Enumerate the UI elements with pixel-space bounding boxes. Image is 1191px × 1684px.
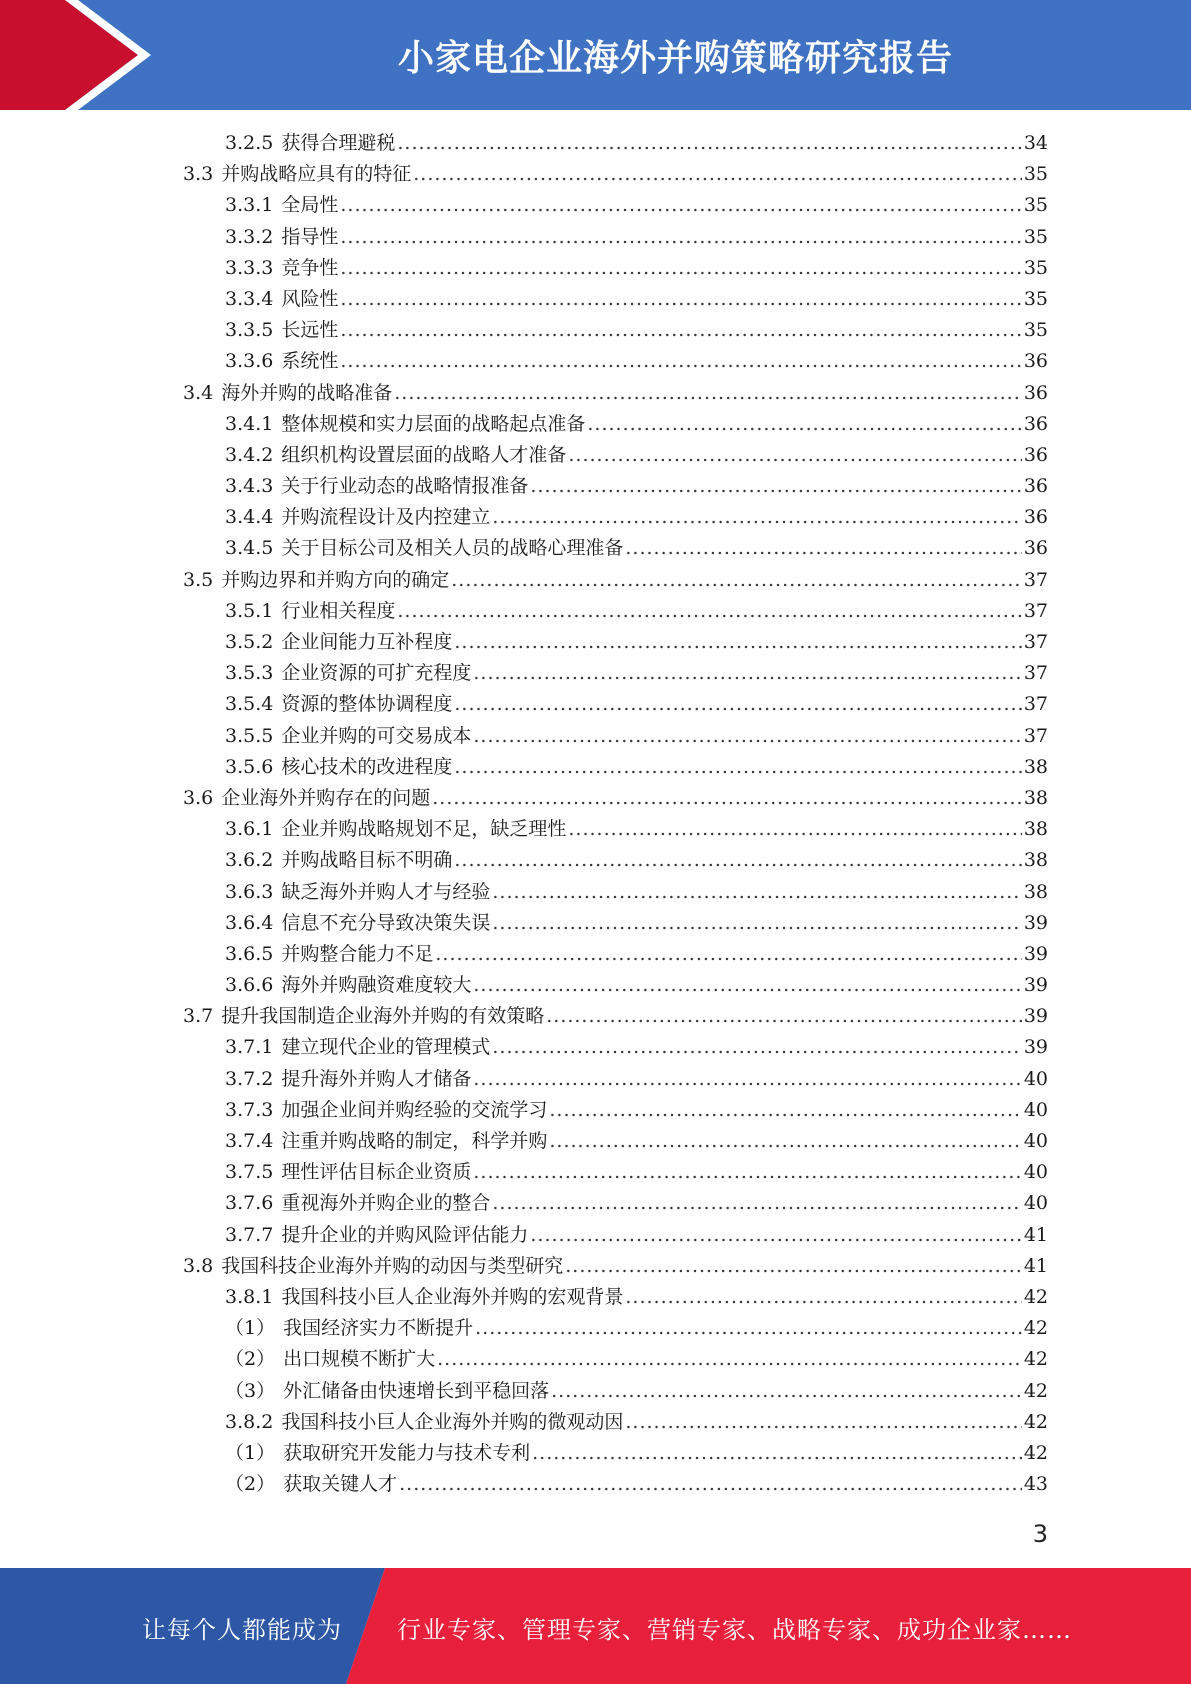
toc-entry-page: 36 xyxy=(1023,350,1048,373)
toc-entry-title: 获取研究开发能力与技术专利 xyxy=(283,1441,531,1464)
toc-dot-leader xyxy=(530,471,1021,502)
toc-dot-leader xyxy=(437,1344,1022,1375)
toc-entry-page: 37 xyxy=(1023,724,1048,747)
toc-entry-title: 关于行业动态的战略情报准备 xyxy=(281,475,529,498)
toc-entry-page: 38 xyxy=(1023,880,1048,903)
toc-entry-page: 42 xyxy=(1023,1317,1048,1340)
toc-entry[interactable] xyxy=(183,159,1048,190)
toc-entry-title: 风险性 xyxy=(281,287,339,310)
toc-entry[interactable] xyxy=(183,1376,1048,1407)
toc-entry[interactable] xyxy=(183,814,1048,845)
toc-entry-title: 海外并购的战略准备 xyxy=(221,381,393,404)
toc-entry-title: 外汇储备由快速增长到平稳回落 xyxy=(283,1379,550,1402)
toc-entry[interactable] xyxy=(183,752,1048,783)
document-title: 小家电企业海外并购策略研究报告 xyxy=(397,38,953,79)
toc-entry-title: 加强企业间并购经验的交流学习 xyxy=(281,1098,548,1121)
toc-dot-leader xyxy=(432,783,1022,814)
toc-entry-title: 提升我国制造企业海外并购的有效策略 xyxy=(221,1005,545,1028)
toc-entry-page: 37 xyxy=(1023,693,1048,716)
toc-entry-page: 36 xyxy=(1023,443,1048,466)
toc-entry-number: 3.7.4 xyxy=(225,1130,274,1152)
toc-dot-leader xyxy=(340,346,1021,377)
toc-dot-leader xyxy=(454,845,1021,876)
toc-dot-leader xyxy=(492,877,1021,908)
toc-entry-title: 我国科技小巨人企业海外并购的微观动因 xyxy=(281,1410,624,1433)
toc-entry-title: 出口规模不断扩大 xyxy=(283,1348,436,1371)
toc-dot-leader xyxy=(454,627,1021,658)
toc-entry-number: 3.7.5 xyxy=(225,1161,274,1184)
toc-entry-page: 36 xyxy=(1023,506,1048,529)
toc-entry-page: 39 xyxy=(1023,911,1048,934)
toc-dot-leader xyxy=(473,970,1021,1001)
toc-dot-leader xyxy=(473,1064,1021,1095)
toc-entry-number: 3.8 xyxy=(183,1254,214,1277)
toc-dot-leader xyxy=(451,565,1022,596)
toc-entry-title: 并购流程设计及内控建立 xyxy=(281,506,491,529)
toc-dot-leader xyxy=(492,908,1021,939)
toc-entry-number: 3.5 xyxy=(183,568,214,591)
toc-dot-leader xyxy=(413,159,1022,190)
toc-entry-page: 40 xyxy=(1023,1192,1048,1215)
footer-slogan-left: 让每个人都能成为 xyxy=(142,1616,342,1644)
toc-entry[interactable] xyxy=(183,409,1048,440)
toc-entry[interactable] xyxy=(183,440,1048,471)
toc-dot-leader xyxy=(625,533,1021,564)
toc-entry-title: 理性评估目标企业资质 xyxy=(281,1161,472,1184)
toc-entry-page: 40 xyxy=(1023,1067,1048,1090)
toc-entry-title: 系统性 xyxy=(281,350,339,373)
toc-entry-title: 提升企业的并购风险评估能力 xyxy=(281,1223,529,1246)
toc-entry[interactable] xyxy=(183,565,1048,596)
toc-entry-title: 长远性 xyxy=(281,319,339,342)
toc-entry-title: 企业资源的可扩充程度 xyxy=(281,662,472,685)
toc-entry-number: 3.7.7 xyxy=(225,1223,274,1246)
toc-dot-leader xyxy=(565,1251,1022,1282)
toc-entry-page: 36 xyxy=(1023,381,1048,404)
toc-entry-page: 38 xyxy=(1023,786,1048,809)
toc-entry-title: 指导性 xyxy=(281,225,339,248)
toc-entry[interactable] xyxy=(183,128,1048,159)
toc-entry-page: 35 xyxy=(1023,319,1048,342)
toc-entry-number: （1） xyxy=(225,1317,276,1340)
toc-entry-page: 39 xyxy=(1023,942,1048,965)
toc-entry-page: 39 xyxy=(1023,974,1048,997)
toc-entry[interactable] xyxy=(183,1251,1048,1282)
toc-dot-leader xyxy=(625,1407,1021,1438)
toc-entry-page: 42 xyxy=(1023,1410,1048,1433)
toc-entry-number: 3.2.5 xyxy=(225,132,274,154)
toc-entry-page: 41 xyxy=(1023,1223,1048,1246)
toc-dot-leader xyxy=(340,222,1021,253)
toc-dot-leader xyxy=(492,1032,1021,1063)
toc-dot-leader xyxy=(454,689,1021,720)
footer-slogan-right: 行业专家、管理专家、营销专家、战略专家、成功企业家…… xyxy=(397,1616,1072,1644)
toc-entry-number: 3.3 xyxy=(183,163,214,186)
toc-entry-page: 38 xyxy=(1023,818,1048,841)
toc-entry-number: 3.6.6 xyxy=(225,974,274,997)
toc-entry-title: 重视海外并购企业的整合 xyxy=(281,1192,491,1215)
toc-entry-number: （2） xyxy=(225,1348,276,1371)
page-footer xyxy=(0,1568,1191,1684)
toc-entry-number: 3.7 xyxy=(183,1005,214,1028)
toc-entry-page: 35 xyxy=(1023,194,1048,217)
toc-entry-number: 3.4.3 xyxy=(225,475,274,498)
toc-entry-page: 39 xyxy=(1023,1005,1048,1028)
toc-entry-page: 37 xyxy=(1023,662,1048,685)
toc-entry-number: 3.7.3 xyxy=(225,1098,274,1121)
toc-entry[interactable] xyxy=(183,1095,1048,1126)
toc-entry[interactable] xyxy=(183,721,1048,752)
toc-entry-number: 3.5.2 xyxy=(225,631,274,653)
toc-entry-number: 3.6.1 xyxy=(225,818,274,841)
table-of-contents xyxy=(183,128,1048,1500)
toc-entry-number: 3.3.5 xyxy=(225,319,274,342)
page-number: 3 xyxy=(1032,1520,1048,1548)
toc-entry-page: 37 xyxy=(1023,568,1048,591)
toc-entry-number: 3.4.5 xyxy=(225,537,274,560)
toc-dot-leader xyxy=(549,1126,1021,1157)
toc-entry-page: 36 xyxy=(1023,475,1048,498)
toc-entry[interactable] xyxy=(183,783,1048,814)
toc-entry-page: 42 xyxy=(1023,1285,1048,1308)
toc-entry[interactable] xyxy=(183,284,1048,315)
toc-entry-number: 3.8.2 xyxy=(225,1410,274,1433)
toc-entry-number: 3.4.1 xyxy=(225,412,274,435)
toc-entry-number: 3.5.6 xyxy=(225,755,274,778)
toc-entry-number: （3） xyxy=(225,1379,276,1402)
toc-entry-number: 3.6.3 xyxy=(225,880,274,903)
toc-entry-title: 获得合理避税 xyxy=(281,132,396,154)
toc-entry-title: 并购战略目标不明确 xyxy=(281,849,453,872)
toc-entry-title: 全局性 xyxy=(281,194,339,217)
toc-entry-number: 3.3.2 xyxy=(225,225,274,248)
toc-entry[interactable] xyxy=(183,533,1048,564)
toc-dot-leader xyxy=(532,1438,1022,1469)
toc-entry[interactable] xyxy=(183,1407,1048,1438)
toc-entry-number: 3.3.6 xyxy=(225,350,274,373)
toc-dot-leader xyxy=(435,939,1021,970)
toc-entry[interactable] xyxy=(183,1313,1048,1344)
toc-entry-number: 3.7.6 xyxy=(225,1192,274,1215)
toc-entry-number: 3.6.5 xyxy=(225,942,274,965)
toc-entry[interactable] xyxy=(183,627,1048,658)
toc-entry[interactable] xyxy=(183,689,1048,720)
toc-entry-title: 海外并购融资难度较大 xyxy=(281,974,472,997)
toc-entry[interactable] xyxy=(183,970,1048,1001)
toc-entry-title: 竞争性 xyxy=(281,256,339,279)
toc-entry-page: 35 xyxy=(1023,163,1048,186)
toc-entry-page: 35 xyxy=(1023,225,1048,248)
toc-dot-leader xyxy=(454,752,1021,783)
toc-entry[interactable] xyxy=(183,315,1048,346)
toc-entry[interactable] xyxy=(183,1032,1048,1063)
toc-dot-leader xyxy=(551,1376,1022,1407)
toc-dot-leader xyxy=(625,1282,1021,1313)
toc-entry-page: 35 xyxy=(1023,256,1048,279)
toc-entry[interactable] xyxy=(183,378,1048,409)
toc-entry-title: 我国经济实力不断提升 xyxy=(283,1317,474,1340)
toc-dot-leader xyxy=(492,502,1021,533)
toc-entry-title: 企业海外并购存在的问题 xyxy=(221,786,431,809)
toc-entry[interactable] xyxy=(183,1001,1048,1032)
toc-dot-leader xyxy=(530,1220,1021,1251)
toc-entry-title: 我国科技小巨人企业海外并购的宏观背景 xyxy=(281,1285,624,1308)
toc-dot-leader xyxy=(549,1095,1021,1126)
toc-dot-leader xyxy=(546,1001,1022,1032)
toc-entry-number: 3.4.2 xyxy=(225,443,274,466)
toc-entry-number: 3.3.3 xyxy=(225,256,274,279)
toc-entry[interactable] xyxy=(183,1157,1048,1188)
toc-entry-number: 3.3.4 xyxy=(225,287,274,310)
toc-entry-title: 资源的整体协调程度 xyxy=(281,693,453,716)
toc-entry-page: 39 xyxy=(1023,1036,1048,1059)
toc-entry-title: 提升海外并购人才储备 xyxy=(281,1067,472,1090)
toc-entry-page: 37 xyxy=(1023,599,1048,622)
toc-entry-title: 我国科技企业海外并购的动因与类型研究 xyxy=(221,1254,564,1277)
toc-dot-leader xyxy=(473,721,1021,752)
toc-entry[interactable] xyxy=(183,658,1048,689)
page-header xyxy=(0,0,1191,110)
toc-dot-leader xyxy=(340,253,1021,284)
toc-entry-title: 注重并购战略的制定，科学并购 xyxy=(281,1130,548,1152)
toc-entry[interactable] xyxy=(183,502,1048,533)
toc-entry-title: 行业相关程度 xyxy=(281,599,396,622)
toc-dot-leader xyxy=(340,315,1021,346)
toc-entry[interactable] xyxy=(183,845,1048,876)
toc-entry[interactable] xyxy=(183,1438,1048,1469)
toc-entry-number: （2） xyxy=(225,1473,276,1496)
toc-entry-number: 3.6 xyxy=(183,786,214,809)
toc-entry-page: 43 xyxy=(1023,1473,1048,1496)
toc-dot-leader xyxy=(568,440,1021,471)
toc-entry-number: 3.5.5 xyxy=(225,724,274,747)
toc-entry-page: 42 xyxy=(1023,1441,1048,1464)
toc-entry-number: 3.6.4 xyxy=(225,911,274,934)
toc-entry-number: 3.8.1 xyxy=(225,1285,274,1308)
toc-entry[interactable] xyxy=(183,1469,1048,1500)
toc-dot-leader xyxy=(473,1157,1021,1188)
toc-entry[interactable] xyxy=(183,1064,1048,1095)
toc-dot-leader xyxy=(394,378,1022,409)
toc-dot-leader xyxy=(492,1188,1021,1219)
toc-entry-number: 3.3.1 xyxy=(225,194,274,217)
toc-entry[interactable] xyxy=(183,596,1048,627)
toc-entry-title: 整体规模和实力层面的战略起点准备 xyxy=(281,412,586,435)
toc-entry[interactable] xyxy=(183,1188,1048,1219)
toc-entry-title: 缺乏海外并购人才与经验 xyxy=(281,880,491,903)
toc-entry-title: 并购整合能力不足 xyxy=(281,942,434,965)
toc-entry[interactable] xyxy=(183,346,1048,377)
toc-entry-number: 3.4.4 xyxy=(225,506,274,529)
toc-entry-page: 42 xyxy=(1023,1348,1048,1371)
toc-dot-leader xyxy=(340,190,1021,221)
toc-dot-leader xyxy=(473,658,1021,689)
toc-entry-page: 40 xyxy=(1023,1098,1048,1121)
toc-entry-title: 信息不充分导致决策失误 xyxy=(281,911,491,934)
toc-entry-title: 并购边界和并购方向的确定 xyxy=(221,568,450,591)
toc-entry-number: 3.6.2 xyxy=(225,849,274,872)
toc-entry-page: 34 xyxy=(1023,132,1048,154)
toc-entry-number: 3.7.1 xyxy=(225,1036,274,1059)
toc-entry[interactable] xyxy=(183,471,1048,502)
toc-entry-title: 企业并购的可交易成本 xyxy=(281,724,472,747)
toc-entry-title: 并购战略应具有的特征 xyxy=(221,163,412,186)
toc-entry-page: 36 xyxy=(1023,537,1048,560)
toc-entry-page: 41 xyxy=(1023,1254,1048,1277)
toc-entry-page: 37 xyxy=(1023,631,1048,653)
toc-entry-page: 36 xyxy=(1023,412,1048,435)
toc-dot-leader xyxy=(397,596,1021,627)
toc-entry-page: 40 xyxy=(1023,1161,1048,1184)
toc-entry-number: 3.5.1 xyxy=(225,599,274,622)
toc-entry-page: 38 xyxy=(1023,849,1048,872)
toc-dot-leader xyxy=(475,1313,1022,1344)
toc-dot-leader xyxy=(587,409,1021,440)
toc-entry[interactable] xyxy=(183,1282,1048,1313)
toc-entry[interactable] xyxy=(183,222,1048,253)
toc-dot-leader xyxy=(340,284,1021,315)
toc-entry[interactable] xyxy=(183,190,1048,221)
toc-entry[interactable] xyxy=(183,1126,1048,1157)
toc-entry-title: 核心技术的改进程度 xyxy=(281,755,453,778)
toc-entry-title: 关于目标公司及相关人员的战略心理准备 xyxy=(281,537,624,560)
toc-entry[interactable] xyxy=(183,939,1048,970)
toc-dot-leader xyxy=(399,1469,1022,1500)
toc-entry-page: 38 xyxy=(1023,755,1048,778)
toc-entry-number: 3.7.2 xyxy=(225,1067,274,1090)
toc-entry-title: 获取关键人才 xyxy=(283,1473,398,1496)
toc-entry[interactable] xyxy=(183,877,1048,908)
toc-entry[interactable] xyxy=(183,908,1048,939)
toc-entry-title: 企业间能力互补程度 xyxy=(281,631,453,653)
toc-entry-title: 建立现代企业的管理模式 xyxy=(281,1036,491,1059)
toc-entry-page: 35 xyxy=(1023,287,1048,310)
toc-entry-number: 3.5.3 xyxy=(225,662,274,685)
toc-entry[interactable] xyxy=(183,1344,1048,1375)
header-chevron-decoration xyxy=(0,0,160,110)
toc-dot-leader xyxy=(568,814,1021,845)
toc-entry-page: 42 xyxy=(1023,1379,1048,1402)
toc-entry[interactable] xyxy=(183,253,1048,284)
toc-entry-title: 企业并购战略规划不足，缺乏理性 xyxy=(281,818,567,841)
toc-dot-leader xyxy=(397,128,1021,159)
toc-entry-number: （1） xyxy=(225,1441,276,1464)
toc-entry-page: 40 xyxy=(1023,1130,1048,1152)
toc-entry-number: 3.4 xyxy=(183,381,214,404)
toc-entry-number: 3.5.4 xyxy=(225,693,274,716)
toc-entry[interactable] xyxy=(183,1220,1048,1251)
toc-entry-title: 组织机构设置层面的战略人才准备 xyxy=(281,443,567,466)
